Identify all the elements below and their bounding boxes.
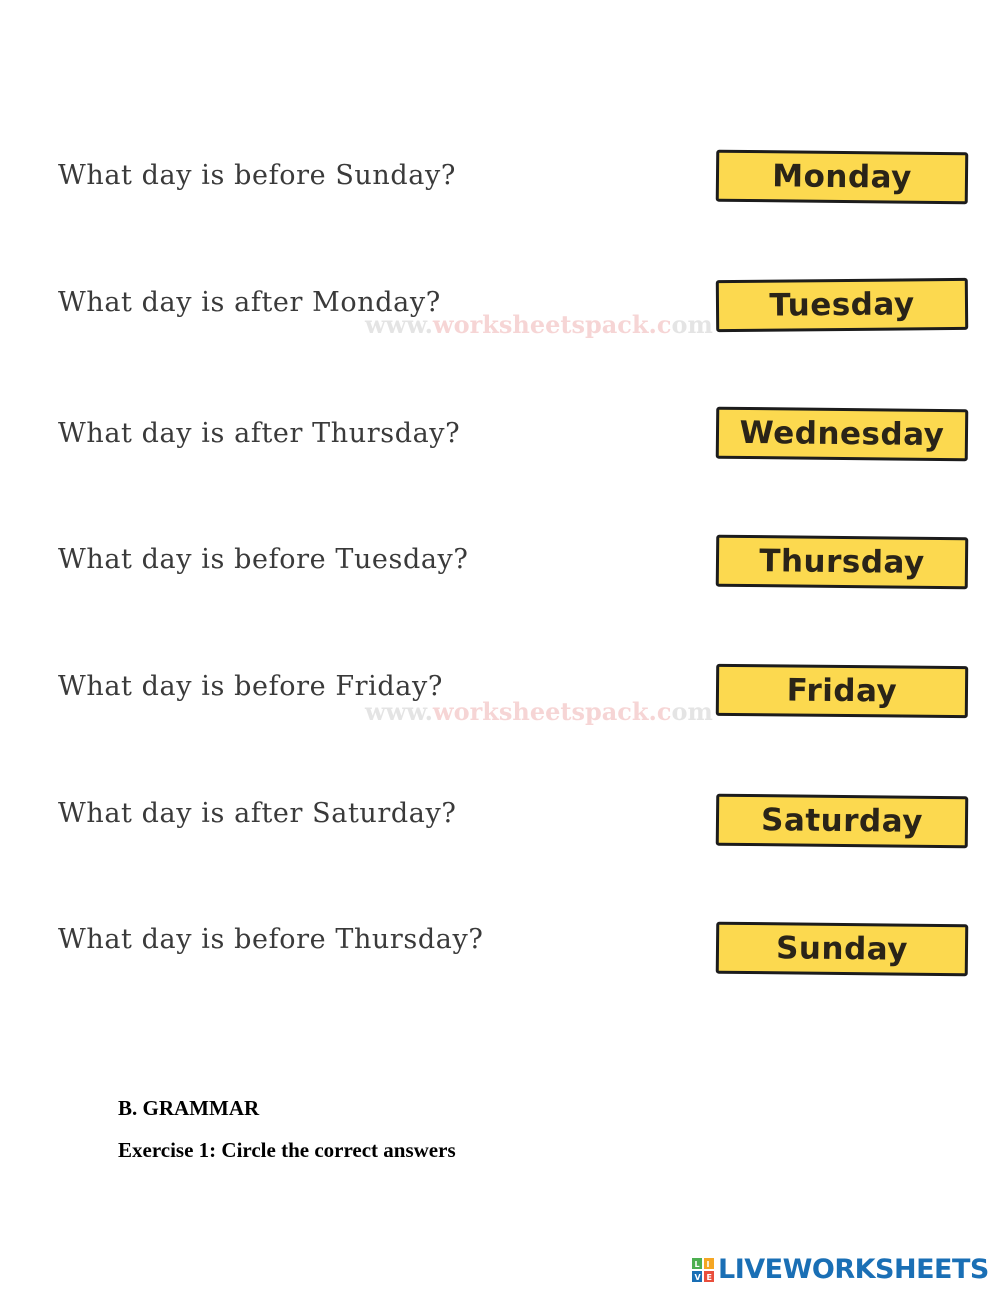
watermark-prefix: www. [365,310,433,339]
answer-box-7[interactable]: Sunday [716,922,969,977]
question-7: What day is before Thursday? [58,924,484,955]
svg-text:I: I [706,1259,710,1269]
svg-text:V: V [694,1272,701,1282]
watermark-suffix: om [671,310,713,339]
question-1: What day is before Sunday? [58,160,456,191]
question-2: What day is after Monday? [58,287,441,318]
question-3: What day is after Thursday? [58,418,461,449]
answer-box-5[interactable]: Friday [716,664,968,718]
answer-box-4[interactable]: Thursday [716,535,969,590]
liveworksheets-logo [692,1254,989,1285]
svg-text:E: E [706,1272,712,1282]
answer-box-6[interactable]: Saturday [716,794,969,849]
watermark-suffix: om [671,697,713,726]
answer-box-1[interactable]: Monday [716,150,969,205]
answer-box-3[interactable]: Wednesday [716,407,969,462]
liveworksheets-logo-text: LIVEWORKSHEETS [718,1254,989,1285]
liveworksheets-logo-icon [692,1258,714,1282]
watermark-prefix: www. [365,697,433,726]
svg-text:L: L [694,1259,700,1269]
section-title: B. GRAMMAR [118,1096,260,1120]
question-4: What day is before Tuesday? [58,544,469,575]
watermark-site: worksheetspack.c [432,310,672,339]
question-6: What day is after Saturday? [58,798,457,829]
watermark-site: worksheetspack.c [432,697,672,726]
answer-box-2[interactable]: Tuesday [716,278,968,332]
exercise-title: Exercise 1: Circle the correct answers [118,1138,456,1162]
question-5: What day is before Friday? [58,671,443,702]
